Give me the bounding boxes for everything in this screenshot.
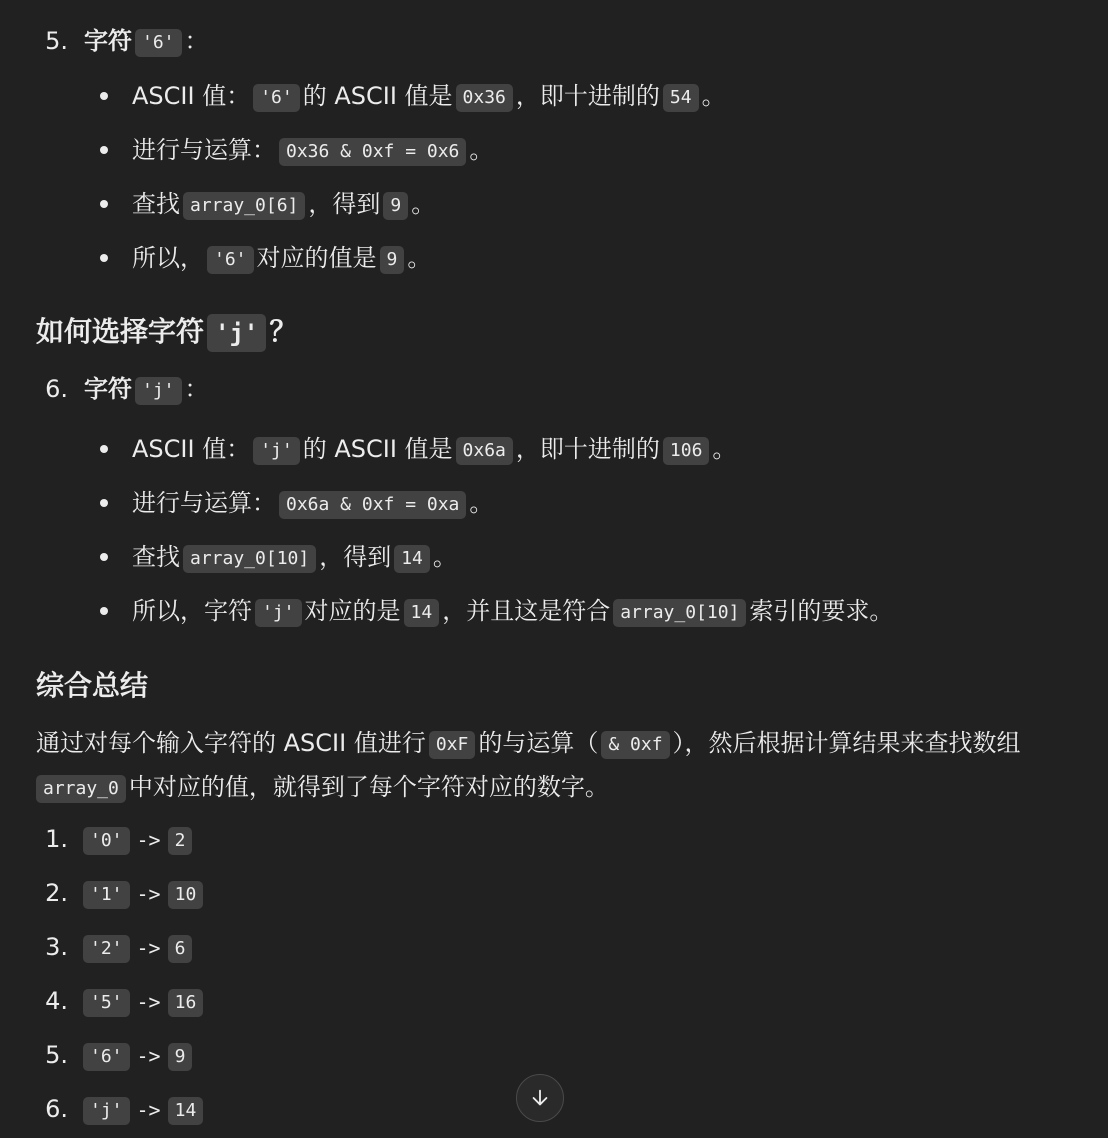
inline-code: array_0	[36, 775, 126, 803]
bullet-dot	[100, 200, 108, 208]
inline-code: 9	[168, 1043, 193, 1071]
inline-code: '2'	[83, 935, 130, 963]
inline-code: 9	[380, 246, 405, 274]
inline-code: 10	[168, 881, 204, 909]
inline-code: array_0[6]	[183, 192, 305, 220]
scroll-to-bottom-button[interactable]	[516, 1074, 564, 1122]
bullet-dot	[100, 607, 108, 615]
item-title: 字符	[84, 27, 132, 55]
arrow-down-icon	[529, 1087, 551, 1109]
inline-code: array_0[10]	[613, 599, 746, 627]
bullet-dot	[100, 254, 108, 262]
inline-code: 0x36	[456, 84, 513, 112]
list-number: 1.	[45, 825, 68, 853]
inline-code: '6'	[253, 84, 300, 112]
list-number: 4.	[45, 987, 68, 1015]
inline-code: 2	[168, 827, 193, 855]
inline-code: 6	[168, 935, 193, 963]
inline-code: 14	[394, 545, 430, 573]
inline-code: '1'	[83, 881, 130, 909]
inline-code: '6'	[207, 246, 254, 274]
inline-code: 54	[663, 84, 699, 112]
inline-code: array_0[10]	[183, 545, 316, 573]
inline-code: 'j'	[135, 377, 182, 405]
item-title: 字符	[84, 375, 132, 403]
inline-code: 0x6a & 0xf = 0xa	[279, 491, 466, 519]
inline-code: 0xF	[429, 731, 476, 759]
inline-code: & 0xf	[601, 731, 669, 759]
inline-code: 14	[404, 599, 440, 627]
list-number: 6.	[45, 375, 68, 403]
inline-code: 'j'	[255, 599, 302, 627]
list-number: 3.	[45, 933, 68, 961]
inline-code: 0x36 & 0xf = 0x6	[279, 138, 466, 166]
inline-code: 9	[383, 192, 408, 220]
inline-code: '6'	[135, 29, 182, 57]
bullet-dot	[100, 92, 108, 100]
chat-message: 5. 字符 '6' ： ASCII 值： '6' 的 ASCII 值是 0x36 ，即十进制的 54 。 进行与运算： 0x36 & 0xf = 0x6 。 查找 array_0[6] ，得到 9 。 所以， '6' 对应的值是 9 。 如何选择字符 'j' ？ 6. 字符 'j' ： ASCII 值： 'j' 的 ASCII 值是 0x6a ，即十进制的 106 。 进行与运算： 0x6a & 0xf = 0xa 。 查找 array_0[10] ，得到 14 。 所以，字符 'j' 对应的是 14 ，并且这是符合 array_0[10] 索引的要求。 综合总结 通过对每个输入字符的 ASCII 值进行 0xF 的与运算（ & 0xf ），然后根据计算结果来查找数组 array_0 中对应的值，就得到了每个字符对应的数字。 1. '0' -> 2 2. '1' -> 10 3. '2' -> 6 4. '5' -> 16 5. '6' -> 9 6. 'j' -> 14	[0, 0, 1108, 1138]
inline-code: 'j'	[83, 1097, 130, 1125]
summary-paragraph: 通过对每个输入字符的 ASCII 值进行 0xF 的与运算（ & 0xf ），然后根据计算结果来查找数组 array_0 中对应的值，就得到了每个字符对应的数字。	[36, 729, 1021, 801]
bullet-dot	[100, 445, 108, 453]
inline-code: 106	[663, 437, 710, 465]
list-number: 5.	[45, 1041, 68, 1069]
inline-code: 14	[168, 1097, 204, 1125]
list-number: 6.	[45, 1095, 68, 1123]
list-number: 5.	[45, 27, 68, 55]
inline-code: 'j'	[207, 314, 266, 352]
bullet-dot	[100, 146, 108, 154]
inline-code: 0x6a	[456, 437, 513, 465]
bullet-dot	[100, 553, 108, 561]
list-number: 2.	[45, 879, 68, 907]
inline-code: '5'	[83, 989, 130, 1017]
inline-code: '0'	[83, 827, 130, 855]
inline-code: 'j'	[253, 437, 300, 465]
section-heading: 综合总结	[36, 669, 149, 702]
section-heading: 如何选择字符 'j' ？	[36, 312, 297, 352]
inline-code: '6'	[83, 1043, 130, 1071]
bullet-dot	[100, 499, 108, 507]
inline-code: 16	[168, 989, 204, 1017]
